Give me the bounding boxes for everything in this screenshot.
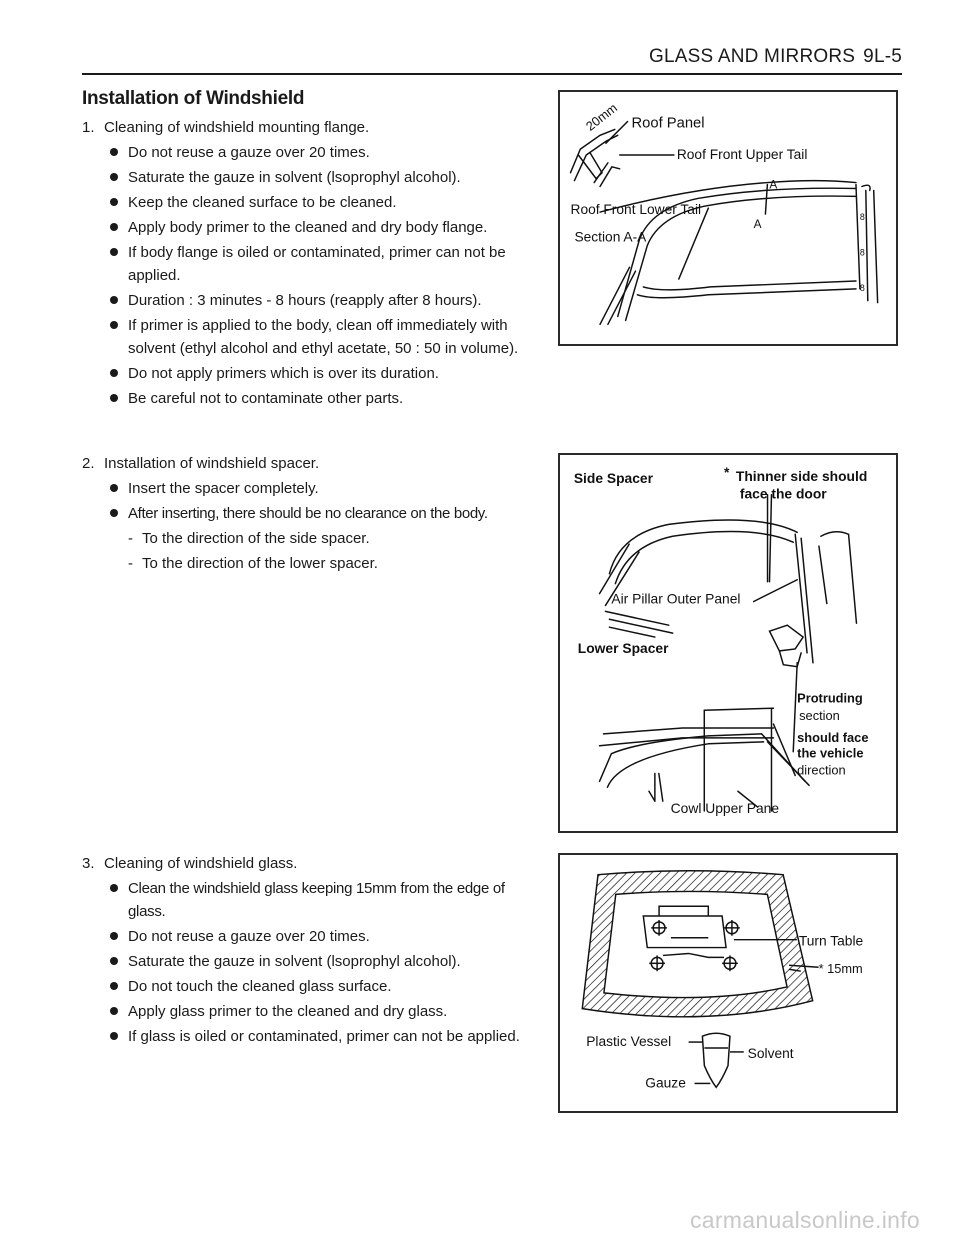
dash-icon: -	[128, 555, 133, 572]
lower-spacer-label: Lower Spacer	[577, 639, 669, 656]
protruding-line-2: section	[799, 708, 840, 724]
list-item: Apply glass primer to the cleaned and dry glass.	[110, 1000, 527, 1023]
bullet-icon	[110, 957, 118, 965]
step-number: 3.	[82, 855, 95, 872]
spacer-installation-illustration	[560, 455, 896, 831]
step-heading	[82, 452, 527, 475]
list-item: Do not reuse a gauze over 20 times.	[110, 141, 527, 164]
list-item: Clean the windshield glass keeping 15mm from the edge of glass.	[110, 877, 527, 923]
list-item: If body flange is oiled or contaminated, primer can not be applied.	[110, 241, 527, 287]
sub-list	[82, 527, 527, 575]
list-item: Do not reuse a gauze over 20 times.	[110, 925, 527, 948]
spacer-installation-figure	[558, 453, 898, 833]
sub-item: - To the direction of the side spacer.	[128, 527, 527, 550]
note-line-2: face the door	[739, 485, 827, 502]
solvent-label: Solvent	[747, 1045, 794, 1061]
dimension-label: 20mm	[582, 100, 621, 134]
lower-tail-label: Roof Front Lower Tail	[570, 202, 702, 218]
bullet-icon	[110, 198, 118, 206]
gauze-label: Gauze	[645, 1075, 686, 1091]
note-line-1: Thinner side should	[735, 467, 868, 484]
upper-tail-label: Roof Front Upper Tail	[676, 146, 808, 162]
roof-panel-label: Roof Panel	[631, 115, 705, 132]
list-item: Saturate the gauze in solvent (lsoprophyl alcohol).	[110, 950, 527, 973]
step-heading	[82, 116, 527, 139]
side-mark: 8	[859, 211, 865, 222]
protruding-line-1: Protruding	[797, 690, 863, 706]
step-number: 2.	[82, 455, 95, 472]
list-item: Do not apply primers which is over its duration.	[110, 362, 527, 385]
bullet-icon	[110, 1007, 118, 1015]
page-header	[649, 46, 902, 68]
bullet-icon	[110, 1032, 118, 1040]
list-item: Do not touch the cleaned glass surface.	[110, 975, 527, 998]
dash-icon: -	[128, 530, 133, 547]
pillar-label: Air Pillar Outer Panel	[611, 590, 741, 607]
bullet-icon	[110, 148, 118, 156]
note-star: *	[724, 463, 730, 480]
bullet-list	[82, 141, 527, 410]
step-title: Installation of windshield spacer.	[104, 455, 320, 472]
bullet-icon	[110, 394, 118, 402]
bullet-icon	[110, 369, 118, 377]
list-item: Saturate the gauze in solvent (lsoprophyl alcohol).	[110, 166, 527, 189]
step-title: Cleaning of windshield glass.	[104, 855, 298, 872]
page-code: 9L-5	[863, 46, 902, 67]
bullet-icon	[110, 982, 118, 990]
bullet-icon	[110, 484, 118, 492]
bullet-icon	[110, 173, 118, 181]
bullet-icon	[110, 932, 118, 940]
list-item: Be careful not to contaminate other parts.	[110, 387, 527, 410]
header-divider	[82, 73, 902, 75]
step-heading	[82, 852, 527, 875]
protruding-line-3: should face	[797, 729, 869, 745]
list-item: Apply body primer to the cleaned and dry body flange.	[110, 216, 527, 239]
edge-distance-label: * 15mm	[818, 961, 863, 977]
watermark: carmanualsonline.info	[689, 1207, 920, 1233]
step-number: 1.	[82, 119, 95, 136]
plastic-vessel-label: Plastic Vessel	[586, 1034, 672, 1050]
protruding-line-5: direction	[797, 762, 846, 778]
protruding-line-4: the vehicle	[797, 745, 864, 761]
side-spacer-label: Side Spacer	[573, 469, 654, 486]
bullet-icon	[110, 296, 118, 304]
cowl-label: Cowl Upper Pane	[670, 799, 780, 816]
glass-cleaning-illustration	[560, 855, 896, 1111]
list-item: Insert the spacer completely.	[110, 477, 527, 500]
sub-item: - To the direction of the lower spacer.	[128, 552, 527, 575]
bullet-icon	[110, 223, 118, 231]
step-1	[82, 116, 527, 412]
section-title: GLASS AND MIRRORS	[649, 46, 856, 67]
bullet-icon	[110, 248, 118, 256]
side-mark: 8	[859, 282, 865, 293]
list-item: Duration : 3 minutes - 8 hours (reapply after 8 hours).	[110, 289, 527, 312]
step-3	[82, 852, 527, 1050]
side-mark: 8	[859, 247, 865, 258]
section-marker-lower: A	[753, 216, 762, 231]
turn-table-label: Turn Table	[798, 933, 864, 949]
step-title: Cleaning of windshield mounting flange.	[104, 119, 370, 136]
bullet-icon	[110, 321, 118, 329]
step-2	[82, 452, 527, 577]
windshield-section-illustration	[560, 92, 896, 344]
list-item: If primer is applied to the body, clean off immediately with solvent (ethyl alcohol and ethyl acetate, 50 : 50 in volume).	[110, 314, 527, 360]
bullet-icon	[110, 884, 118, 892]
bullet-icon	[110, 509, 118, 517]
section-marker-upper: A	[769, 177, 778, 192]
windshield-section-figure	[558, 90, 898, 346]
glass-cleaning-figure	[558, 853, 898, 1113]
section-label: Section A-A	[574, 229, 647, 245]
list-item: If glass is oiled or contaminated, primer can not be applied.	[110, 1025, 527, 1048]
bullet-list	[82, 477, 527, 525]
bullet-list	[82, 877, 527, 1048]
list-item: After inserting, there should be no clearance on the body.	[110, 502, 527, 525]
page-title: Installation of Windshield	[82, 88, 305, 109]
list-item: Keep the cleaned surface to be cleaned.	[110, 191, 527, 214]
